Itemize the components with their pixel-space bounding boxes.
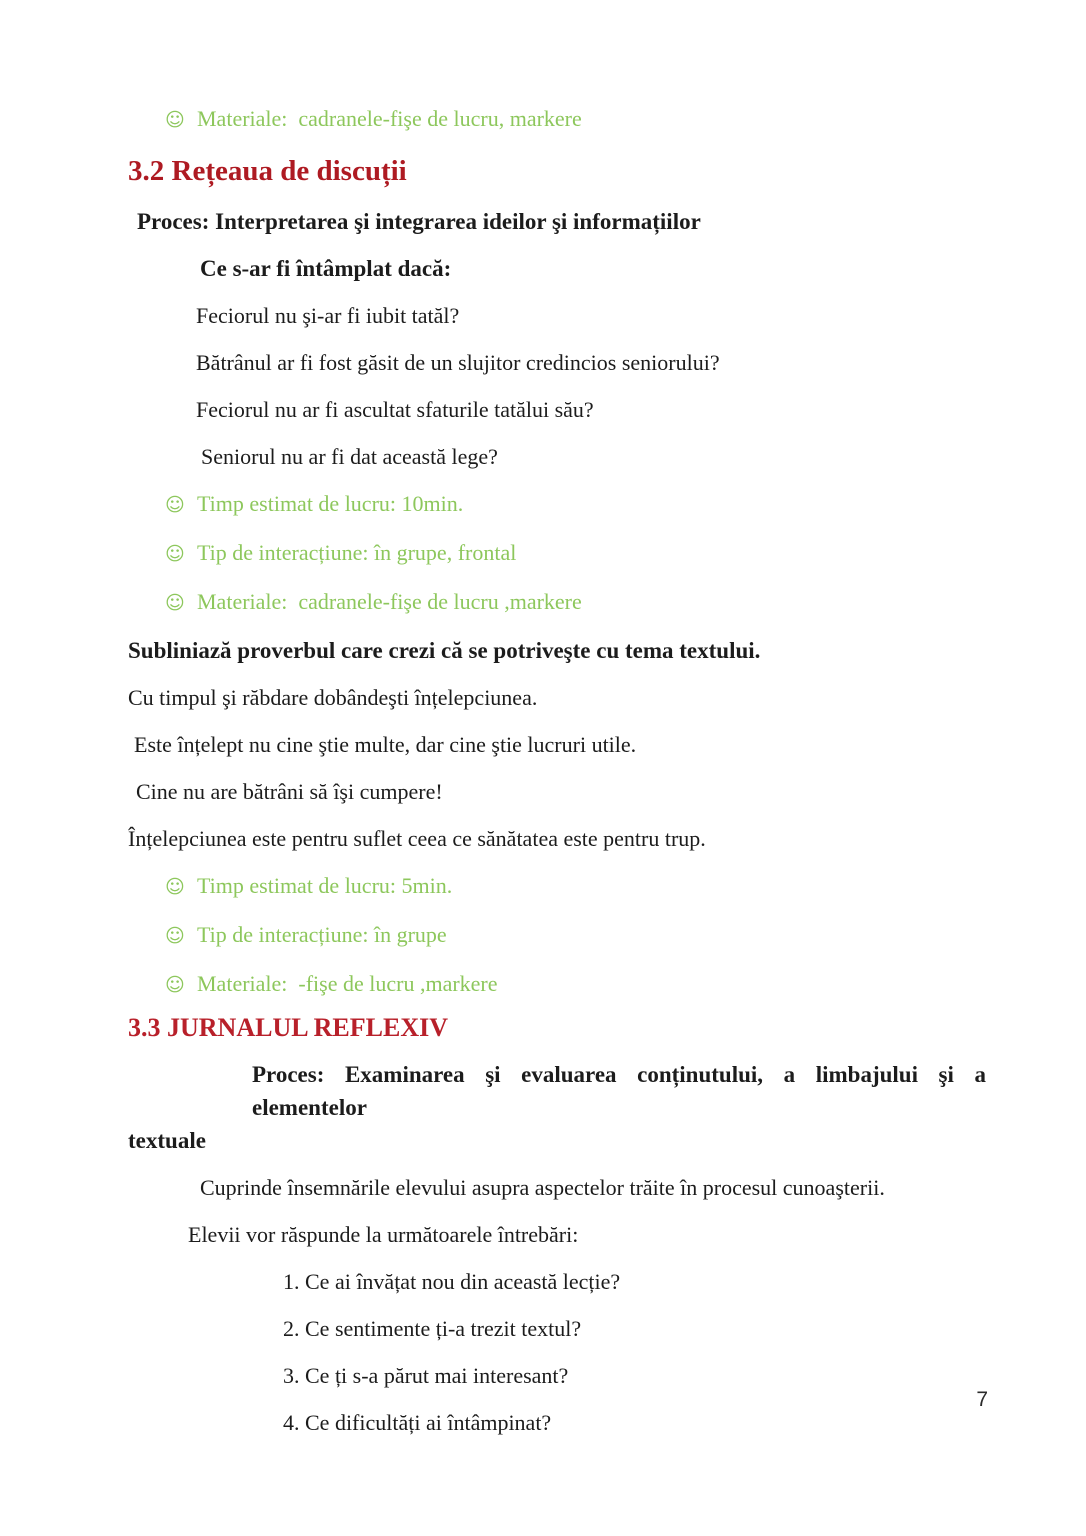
what-if-question: Feciorul nu şi-ar fi iubit tatăl? xyxy=(196,303,460,328)
time-bullet-text: Timp estimat de lucru: 5min. xyxy=(197,873,453,898)
journal-question: 2. Ce sentimente ți-a trezit textul? xyxy=(283,1316,582,1341)
process-statement-3-3-line1: Proces: Examinarea şi evaluarea conținutului, a limbajului şi a elementelor xyxy=(252,1062,986,1120)
smiley-icon: ☺ xyxy=(165,592,185,614)
journal-question: 1. Ce ai învățat nou din această lecție? xyxy=(283,1269,621,1294)
process-statement-3-2: Proces: Interpretarea şi integrarea ideilor şi informațiilor xyxy=(137,209,701,234)
interaction-bullet-line xyxy=(128,536,986,571)
section-3-3-heading: 3.3 JURNALUL REFLEXIV xyxy=(128,1013,448,1042)
what-if-question: Seniorul nu ar fi dat această lege? xyxy=(201,444,498,469)
proverb-line: Cine nu are bătrâni să îşi cumpere! xyxy=(136,779,443,804)
materials-bullet-line xyxy=(128,967,986,1002)
process-statement-3-3-line2: textuale xyxy=(128,1128,206,1153)
time-bullet-line xyxy=(128,869,986,904)
journal-description: Cuprinde însemnările elevului asupra aspectelor trăite în procesul cunoaşterii. xyxy=(200,1175,885,1200)
materials-bullet-text: Materiale: cadranele-fişe de lucru, markere xyxy=(197,106,582,131)
what-if-title: Ce s-ar fi întâmplat dacă: xyxy=(200,256,452,281)
what-if-question: Feciorul nu ar fi ascultat sfaturile tatălui său? xyxy=(196,397,594,422)
proverb-line: Este înțelept nu cine ştie multe, dar cine ştie lucruri utile. xyxy=(134,732,637,757)
smiley-icon: ☺ xyxy=(165,974,185,996)
materials-bullet-line xyxy=(128,585,986,620)
what-if-question: Bătrânul ar fi fost găsit de un slujitor credincios seniorului? xyxy=(196,350,720,375)
journal-question: 4. Ce dificultăți ai întâmpinat? xyxy=(283,1410,552,1435)
smiley-icon: ☺ xyxy=(165,494,185,516)
smiley-icon: ☺ xyxy=(165,876,185,898)
smiley-icon: ☺ xyxy=(165,925,185,947)
journal-question: 3. Ce ți s-a părut mai interesant? xyxy=(283,1363,569,1388)
smiley-icon: ☺ xyxy=(165,109,185,131)
page-number: 7 xyxy=(976,1388,988,1411)
materials-bullet-text: Materiale: -fişe de lucru ,markere xyxy=(197,971,498,996)
interaction-bullet-line xyxy=(128,918,986,953)
interaction-bullet-text: Tip de interacțiune: în grupe xyxy=(197,922,447,947)
proverbs-instruction: Subliniază proverbul care crezi că se potriveşte cu tema textului. xyxy=(128,638,761,663)
time-bullet-text: Timp estimat de lucru: 10min. xyxy=(197,491,464,516)
interaction-bullet-text: Tip de interacțiune: în grupe, frontal xyxy=(197,540,517,565)
proverb-line: Înțelepciunea este pentru suflet ceea ce sănătatea este pentru trup. xyxy=(128,826,706,851)
time-bullet-line xyxy=(128,487,986,522)
proverb-line: Cu timpul şi răbdare dobândeşti înțelepciunea. xyxy=(128,685,538,710)
materials-bullet-line xyxy=(128,102,986,137)
materials-bullet-text: Materiale: cadranele-fişe de lucru ,markere xyxy=(197,589,582,614)
journal-intro: Elevii vor răspunde la următoarele întrebări: xyxy=(188,1222,579,1247)
smiley-icon: ☺ xyxy=(165,543,185,565)
section-3-2-heading: 3.2 Rețeaua de discuții xyxy=(128,155,407,187)
